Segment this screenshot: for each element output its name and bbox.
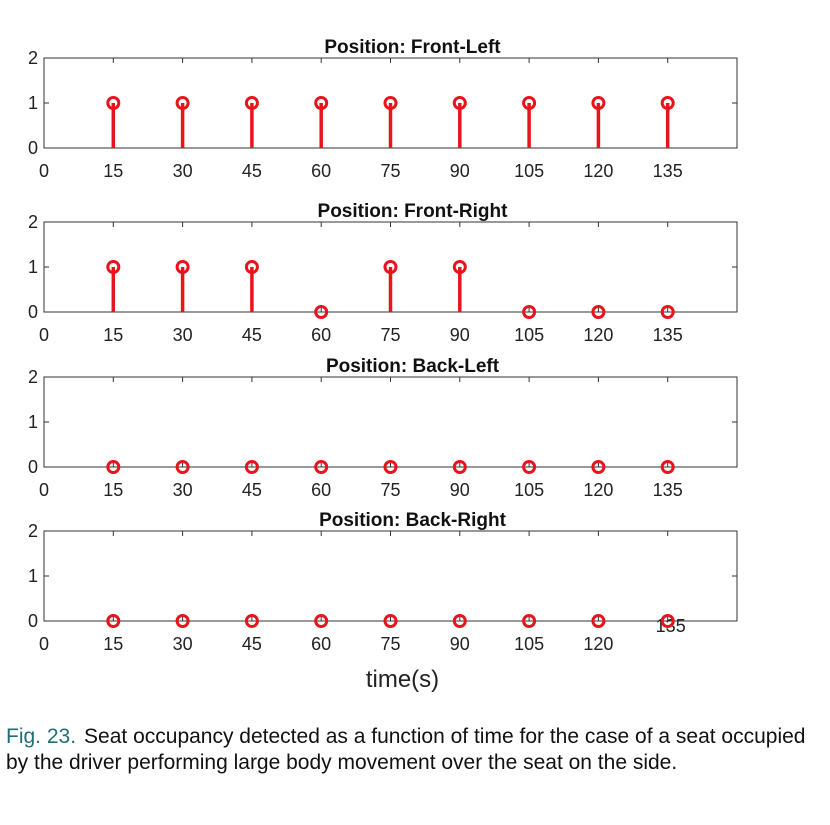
x-tick-label: 30 <box>172 480 193 500</box>
x-tick-label: 0 <box>38 325 50 345</box>
caption-label: Fig. 23. <box>6 725 77 748</box>
y-tick-label: 1 <box>27 412 38 432</box>
x-tick-label: 75 <box>380 634 401 654</box>
y-tick-label: 0 <box>27 302 38 322</box>
subplot-4 <box>28 510 737 693</box>
plot-frame <box>44 531 737 621</box>
plot-title: Position: Front-Left <box>324 37 501 58</box>
x-tick-label: 15 <box>103 161 124 181</box>
plot-title: Position: Back-Left <box>325 356 500 377</box>
plot-frame <box>44 377 737 467</box>
figure-caption <box>6 724 806 776</box>
x-tick-label: 75 <box>380 161 401 181</box>
x-tick-label: 90 <box>449 480 470 500</box>
x-tick-label: 45 <box>241 634 262 654</box>
x-tick-label: 120 <box>583 325 614 345</box>
x-tick-label: 60 <box>311 325 332 345</box>
x-tick-label: 90 <box>449 325 470 345</box>
x-tick-label: 120 <box>583 161 614 181</box>
y-tick-label: 2 <box>27 367 38 387</box>
x-tick-label: 120 <box>583 480 614 500</box>
x-tick-label: 105 <box>514 161 545 181</box>
subplot-2 <box>28 201 737 345</box>
x-tick-label: 90 <box>449 634 470 654</box>
y-tick-label: 0 <box>27 457 38 477</box>
y-tick-label: 2 <box>27 48 38 68</box>
subplot-3 <box>28 356 737 500</box>
x-tick-label: 45 <box>241 480 262 500</box>
x-tick-label: 135 <box>652 480 683 500</box>
x-tick-label: 105 <box>514 325 545 345</box>
plot-title: Position: Front-Right <box>317 201 508 222</box>
y-tick-label: 2 <box>27 521 38 541</box>
x-tick-label: 0 <box>38 634 50 654</box>
subplot-1 <box>28 37 737 181</box>
x-axis-label: time(s) <box>365 666 440 693</box>
x-tick-label: 90 <box>449 161 470 181</box>
y-tick-label: 2 <box>27 212 38 232</box>
plot-title: Position: Back-Right <box>319 510 506 531</box>
x-tick-label: 30 <box>172 325 193 345</box>
x-tick-label: 75 <box>380 325 401 345</box>
x-tick-label: 60 <box>311 634 332 654</box>
x-tick-label: 0 <box>38 161 50 181</box>
x-tick-label: 135 <box>655 616 686 636</box>
caption-text: Seat occupancy detected as a function of time for the case of a seat occupied by the driver performing large body movement over the seat on the side. <box>6 725 806 774</box>
x-tick-label: 60 <box>311 480 332 500</box>
x-tick-label: 15 <box>103 480 124 500</box>
y-tick-label: 1 <box>27 257 38 277</box>
y-tick-label: 0 <box>27 138 38 158</box>
x-tick-label: 0 <box>38 480 50 500</box>
x-tick-label: 60 <box>311 161 332 181</box>
x-tick-label: 15 <box>103 634 124 654</box>
x-tick-label: 45 <box>241 161 262 181</box>
x-tick-label: 135 <box>652 161 683 181</box>
x-tick-label: 30 <box>172 634 193 654</box>
x-tick-label: 30 <box>172 161 193 181</box>
x-tick-label: 75 <box>380 480 401 500</box>
x-tick-label: 105 <box>514 634 545 654</box>
x-tick-label: 120 <box>583 634 614 654</box>
x-tick-label: 45 <box>241 325 262 345</box>
y-tick-label: 0 <box>27 611 38 631</box>
x-tick-label: 135 <box>652 325 683 345</box>
x-tick-label: 105 <box>514 480 545 500</box>
x-tick-label: 15 <box>103 325 124 345</box>
y-tick-label: 1 <box>27 93 38 113</box>
y-tick-label: 1 <box>27 566 38 586</box>
